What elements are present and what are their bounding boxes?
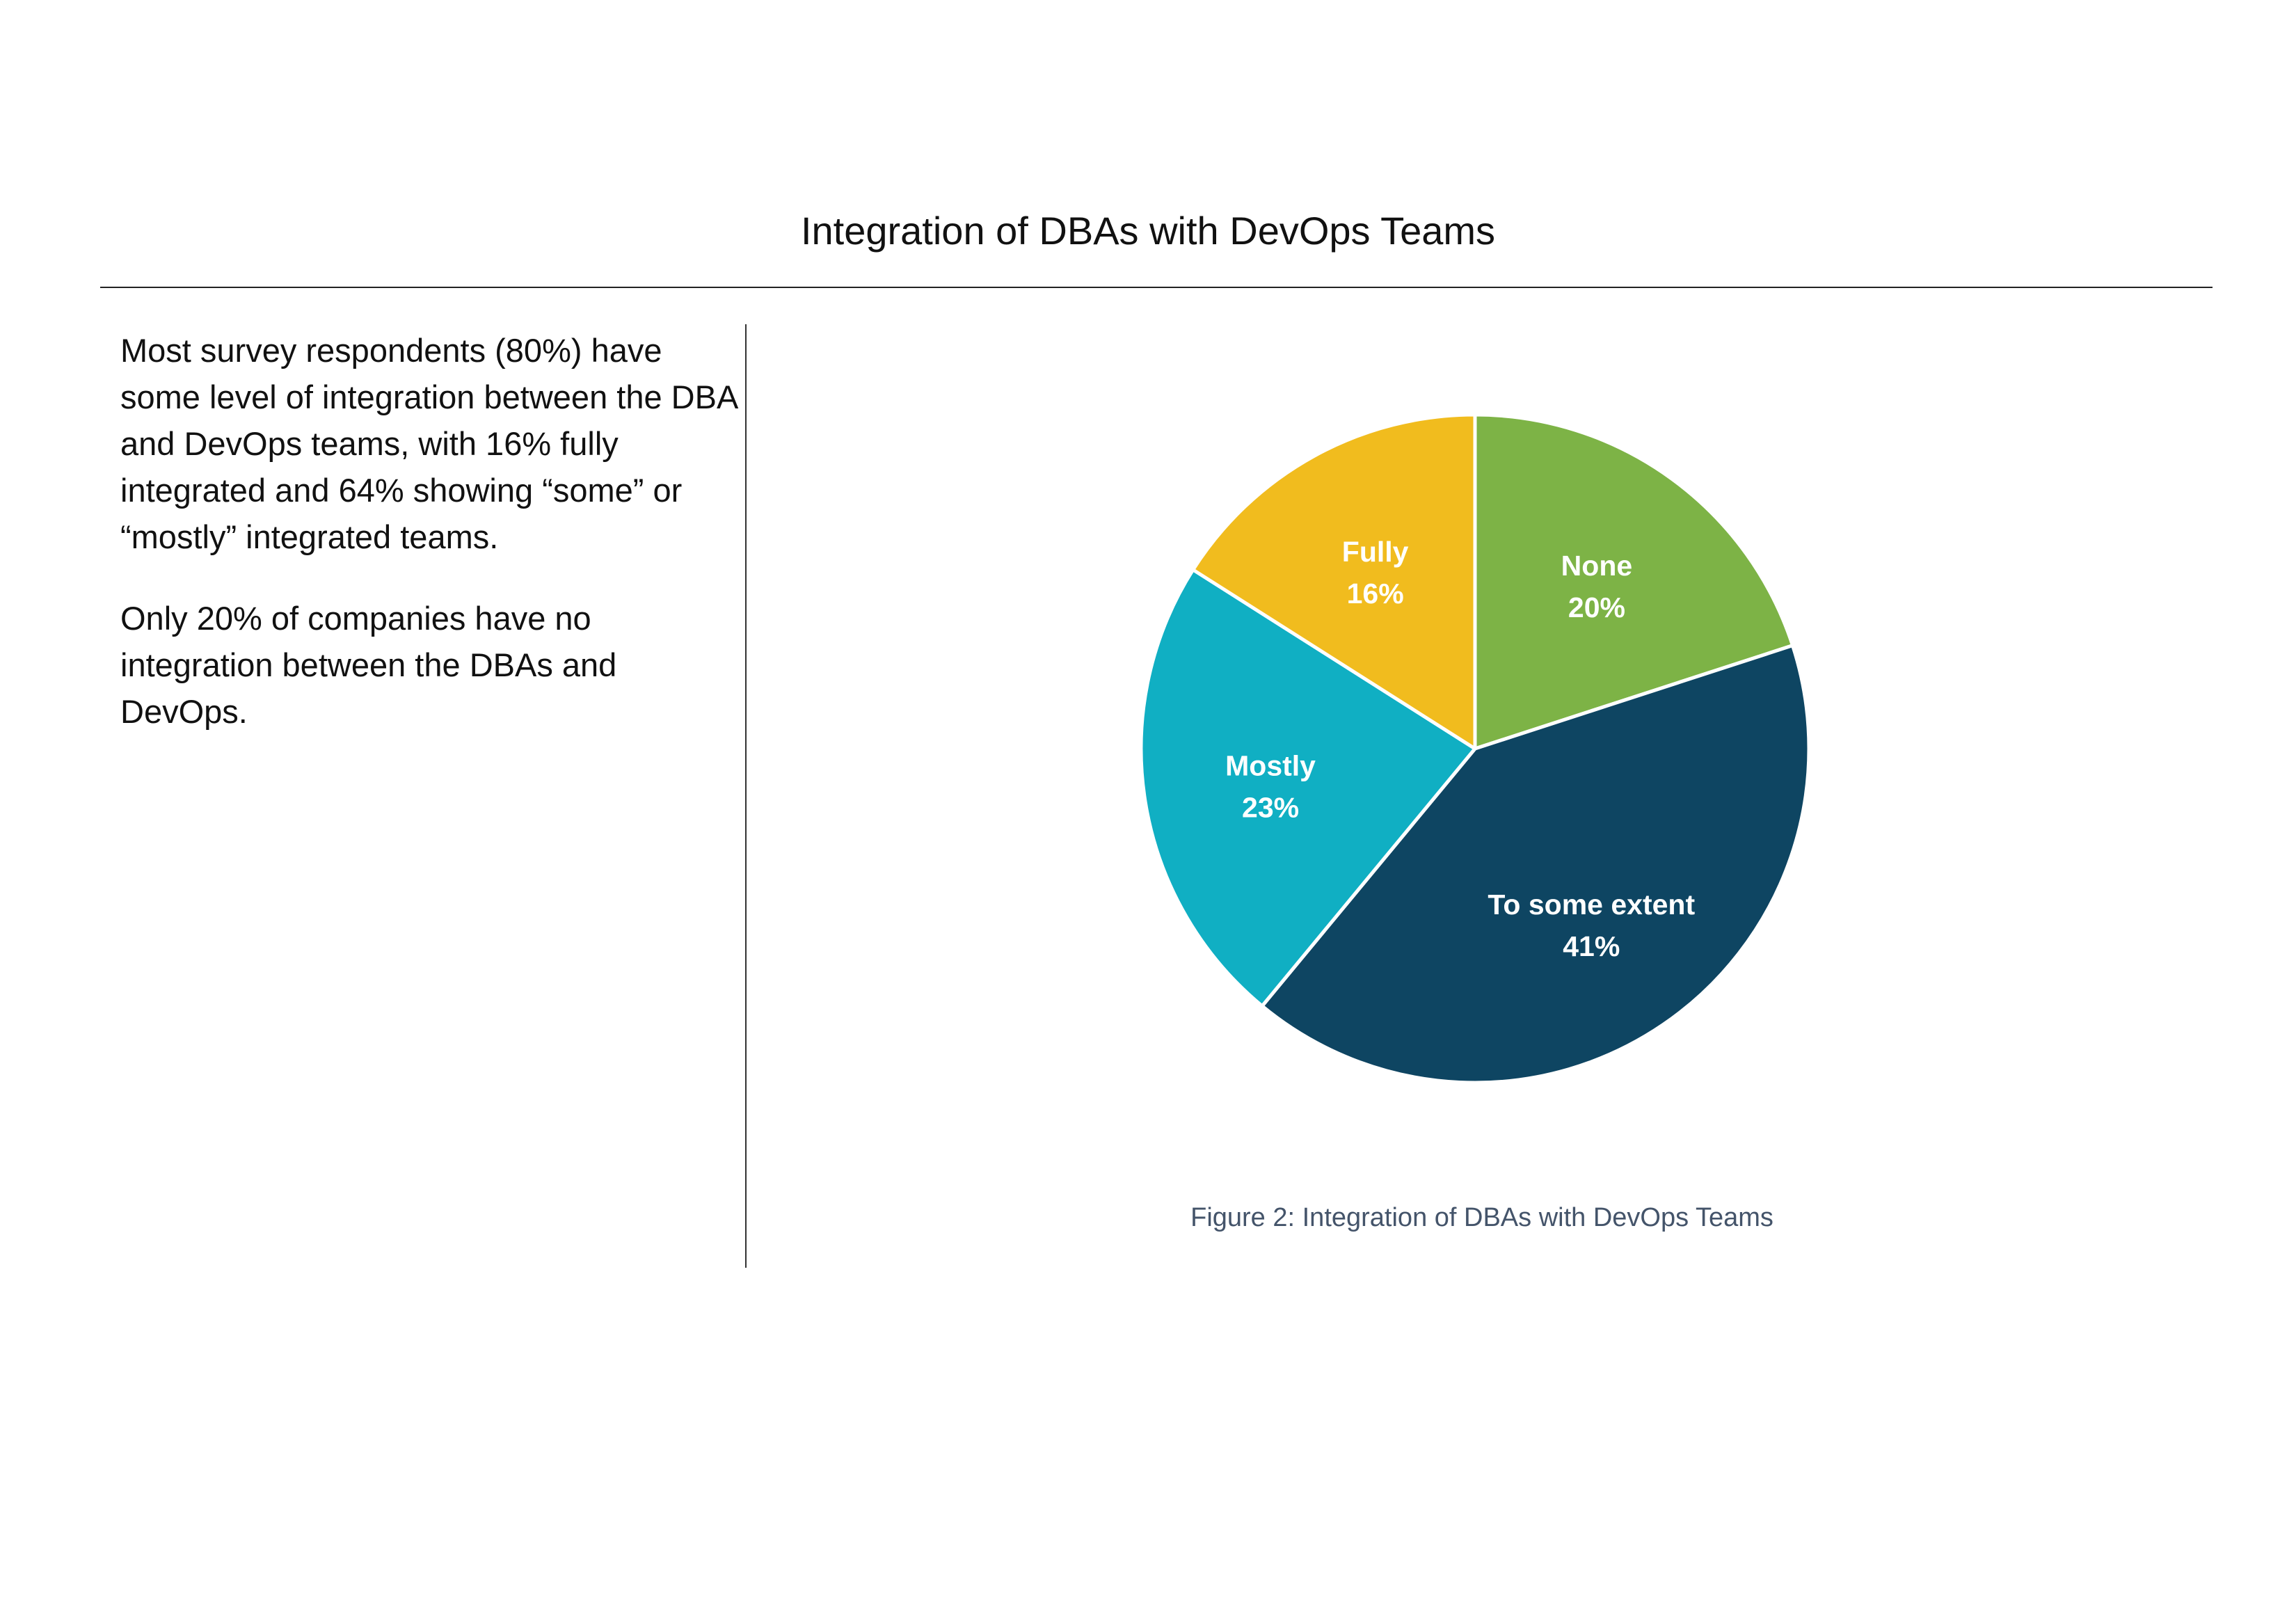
title-divider <box>100 287 2213 288</box>
pie-slices <box>1141 415 1809 1083</box>
slice-value-none: 20% <box>1568 591 1625 624</box>
figure-caption: Figure 2: Integration of DBAs with DevOps Teams <box>1190 1203 1773 1232</box>
slice-name-mostly: Mostly <box>1225 749 1316 782</box>
slice-value-fully: 16% <box>1346 578 1404 610</box>
slice-value-to-some-extent: 41% <box>1563 930 1620 963</box>
page-title: Integration of DBAs with DevOps Teams <box>800 209 1496 253</box>
summary-paragraph-2: Only 20% of companies have no integration between the DBAs and DevOps. <box>120 600 617 730</box>
column-divider <box>745 324 747 1268</box>
pie-chart <box>765 324 2199 1298</box>
slice-name-none: None <box>1561 550 1633 582</box>
slice-value-mostly: 23% <box>1242 791 1300 824</box>
summary-paragraph-1: Most survey respondents (80%) have some level of integration between the DBA and DevOps teams, with 16% fully integrated and 64% showing “some” or “mostly” integrated teams. <box>120 332 737 555</box>
slice-name-fully: Fully <box>1341 536 1409 568</box>
slice-name-to-some-extent: To some extent <box>1488 889 1696 921</box>
pie-chart-container <box>765 324 2199 1298</box>
summary-text <box>120 327 747 770</box>
